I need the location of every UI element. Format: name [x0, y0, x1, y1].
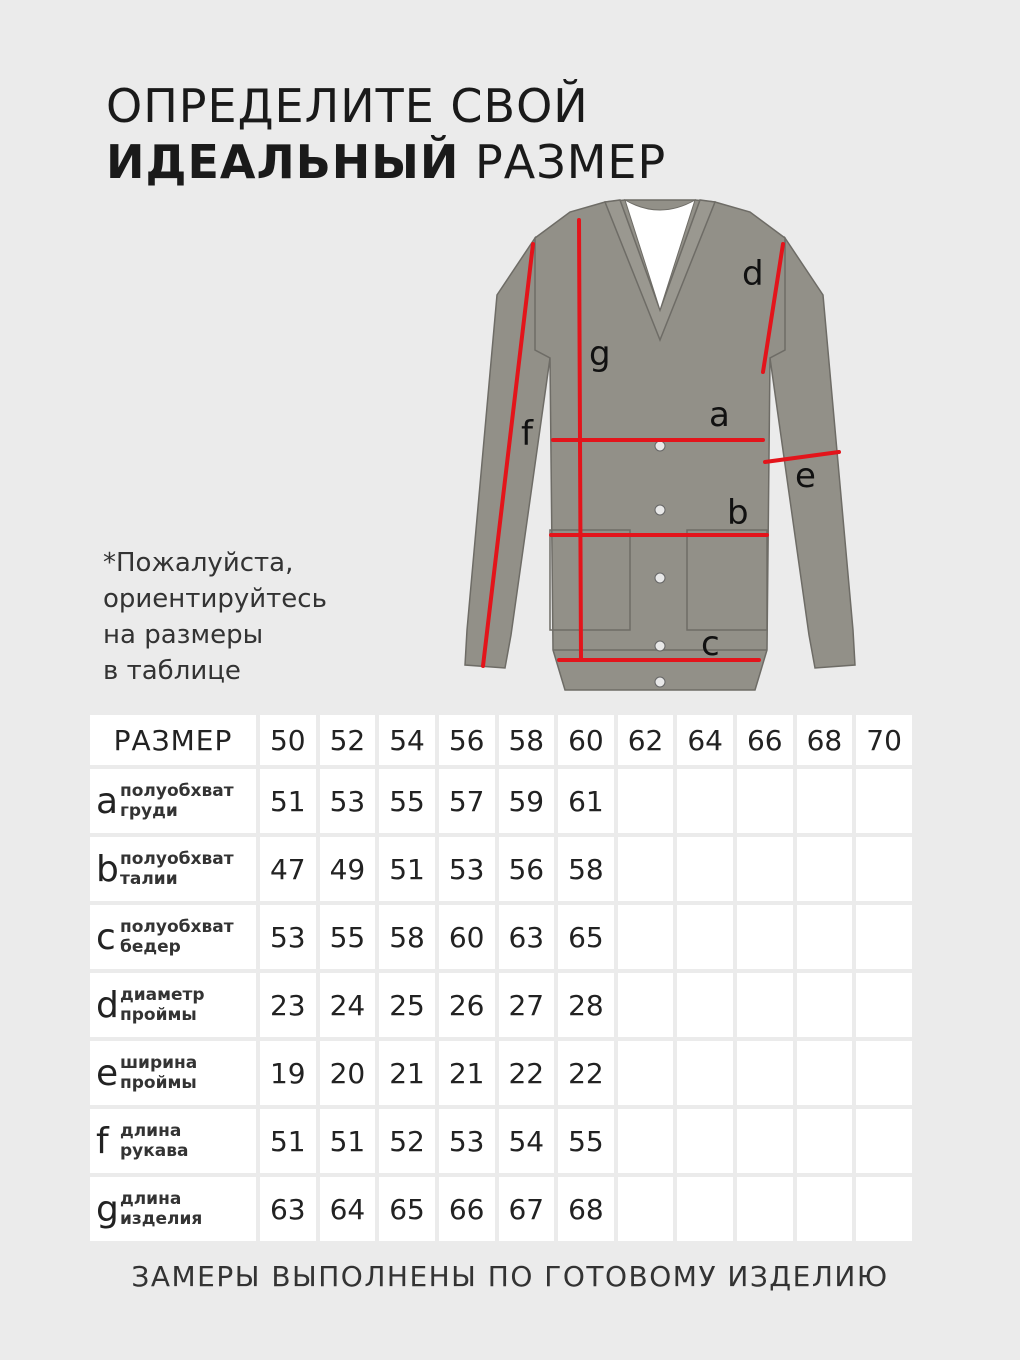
- value-cell: 63: [260, 1177, 316, 1241]
- measurement-description: [120, 1053, 197, 1093]
- value-cell: [737, 1041, 793, 1105]
- value-cell: [737, 837, 793, 901]
- value-cell: 22: [558, 1041, 614, 1105]
- measurement-letter: b: [96, 848, 119, 890]
- value-cell: [737, 1109, 793, 1173]
- value-cell: [856, 769, 912, 833]
- measurement-label: [90, 837, 256, 901]
- size-header-cell: 58: [499, 715, 555, 765]
- cardigan-diagram: [455, 190, 865, 700]
- value-cell: 22: [499, 1041, 555, 1105]
- description-line: длина: [120, 1121, 182, 1141]
- value-cell: 67: [499, 1177, 555, 1241]
- note-line: на размеры: [103, 620, 264, 650]
- measurement-letter: e: [96, 1052, 119, 1094]
- description-line: бедер: [120, 937, 181, 957]
- value-cell: [797, 905, 853, 969]
- value-cell: [797, 769, 853, 833]
- description-line: груди: [120, 801, 178, 821]
- value-cell: 21: [439, 1041, 495, 1105]
- size-header-cell: 52: [320, 715, 376, 765]
- description-line: ширина: [120, 1053, 198, 1073]
- value-cell: 53: [260, 905, 316, 969]
- value-cell: 54: [499, 1109, 555, 1173]
- value-cell: [677, 1041, 733, 1105]
- value-cell: 21: [379, 1041, 435, 1105]
- value-cell: [618, 1041, 674, 1105]
- description-line: полуобхват: [120, 917, 234, 937]
- button: [655, 505, 665, 515]
- value-cell: [856, 973, 912, 1037]
- value-cell: 59: [499, 769, 555, 833]
- measurement-letter: g: [96, 1188, 119, 1230]
- page-title: [106, 78, 666, 190]
- value-cell: 66: [439, 1177, 495, 1241]
- value-cell: [737, 973, 793, 1037]
- value-cell: [737, 905, 793, 969]
- value-cell: [737, 769, 793, 833]
- value-cell: [856, 1109, 912, 1173]
- description-line: длина: [120, 1189, 182, 1209]
- label-g: g: [589, 334, 611, 374]
- note-line: ориентируйтесь: [103, 584, 327, 614]
- value-cell: [797, 1109, 853, 1173]
- size-table: [86, 711, 916, 1245]
- value-cell: 53: [439, 837, 495, 901]
- measurement-letter: c: [96, 916, 116, 958]
- value-cell: 55: [320, 905, 376, 969]
- label-b: b: [727, 493, 749, 533]
- description-line: рукава: [120, 1141, 189, 1161]
- label-f: f: [521, 414, 533, 454]
- value-cell: [677, 837, 733, 901]
- measurement-row: [90, 973, 912, 1037]
- size-note: [103, 545, 423, 689]
- measurement-description: [120, 849, 234, 889]
- description-line: полуобхват: [120, 849, 234, 869]
- size-header-cell: 60: [558, 715, 614, 765]
- value-cell: 51: [260, 769, 316, 833]
- value-cell: 19: [260, 1041, 316, 1105]
- size-header-cell: 70: [856, 715, 912, 765]
- button: [655, 677, 665, 687]
- measurement-description: [120, 1189, 202, 1229]
- value-cell: 28: [558, 973, 614, 1037]
- value-cell: [797, 1041, 853, 1105]
- measurement-letter: f: [96, 1120, 109, 1162]
- title-line-2: [106, 134, 666, 190]
- description-line: полуобхват: [120, 781, 234, 801]
- value-cell: [797, 1177, 853, 1241]
- note-line: в таблице: [103, 656, 241, 686]
- measurement-description: [120, 985, 205, 1025]
- value-cell: 24: [320, 973, 376, 1037]
- value-cell: 27: [499, 973, 555, 1037]
- label-c: c: [701, 624, 720, 664]
- value-cell: [856, 1177, 912, 1241]
- value-cell: [677, 973, 733, 1037]
- value-cell: 20: [320, 1041, 376, 1105]
- measurement-description: [120, 1121, 189, 1161]
- size-header-cell: 50: [260, 715, 316, 765]
- value-cell: [618, 1177, 674, 1241]
- button: [655, 641, 665, 651]
- value-cell: 52: [379, 1109, 435, 1173]
- title-rest-word: РАЗМЕР: [475, 135, 667, 189]
- value-cell: [737, 1177, 793, 1241]
- value-cell: 53: [320, 769, 376, 833]
- value-cell: 60: [439, 905, 495, 969]
- value-cell: 61: [558, 769, 614, 833]
- value-cell: 51: [260, 1109, 316, 1173]
- label-d: d: [742, 254, 764, 294]
- value-cell: 63: [499, 905, 555, 969]
- size-header-cell: 62: [618, 715, 674, 765]
- value-cell: 68: [558, 1177, 614, 1241]
- value-cell: 65: [558, 905, 614, 969]
- size-header-cell: 68: [797, 715, 853, 765]
- value-cell: [618, 1109, 674, 1173]
- description-line: диаметр: [120, 985, 205, 1005]
- value-cell: [618, 837, 674, 901]
- note-line: *Пожалуйста,: [103, 548, 294, 578]
- value-cell: 49: [320, 837, 376, 901]
- value-cell: 51: [320, 1109, 376, 1173]
- measure-line-g: [579, 220, 581, 660]
- size-header-cell: 54: [379, 715, 435, 765]
- measurement-row: [90, 1109, 912, 1173]
- measurement-label: [90, 1041, 256, 1105]
- measurement-description: [120, 781, 234, 821]
- footer-note: ЗАМЕРЫ ВЫПОЛНЕНЫ ПО ГОТОВОМУ ИЗДЕЛИЮ: [131, 1260, 889, 1293]
- measurement-letter: a: [96, 780, 119, 822]
- value-cell: 65: [379, 1177, 435, 1241]
- value-cell: 25: [379, 973, 435, 1037]
- value-cell: 26: [439, 973, 495, 1037]
- measurement-row: [90, 769, 912, 833]
- measurement-row: [90, 905, 912, 969]
- measurement-row: [90, 1177, 912, 1241]
- value-cell: [677, 905, 733, 969]
- value-cell: 58: [558, 837, 614, 901]
- size-header-cell: 56: [439, 715, 495, 765]
- value-cell: [856, 905, 912, 969]
- button: [655, 441, 665, 451]
- value-cell: 58: [379, 905, 435, 969]
- label-a: a: [709, 395, 730, 435]
- title-line-1: ОПРЕДЕЛИТЕ СВОЙ: [106, 79, 589, 133]
- size-header-cell: 64: [677, 715, 733, 765]
- value-cell: 55: [558, 1109, 614, 1173]
- title-bold-word: ИДЕАЛЬНЫЙ: [106, 135, 460, 189]
- measurement-letter: d: [96, 984, 119, 1026]
- value-cell: 23: [260, 973, 316, 1037]
- value-cell: [618, 905, 674, 969]
- value-cell: 53: [439, 1109, 495, 1173]
- value-cell: 55: [379, 769, 435, 833]
- description-line: изделия: [120, 1209, 203, 1229]
- value-cell: [618, 769, 674, 833]
- value-cell: 57: [439, 769, 495, 833]
- value-cell: [677, 769, 733, 833]
- measurement-label: [90, 769, 256, 833]
- description-line: талии: [120, 869, 178, 889]
- measurement-row: [90, 1041, 912, 1105]
- measurement-label: [90, 973, 256, 1037]
- description-line: проймы: [120, 1005, 197, 1025]
- description-line: проймы: [120, 1073, 197, 1093]
- value-cell: [856, 1041, 912, 1105]
- label-e: e: [795, 456, 816, 496]
- value-cell: 51: [379, 837, 435, 901]
- measurement-description: [120, 917, 234, 957]
- measurement-label: [90, 905, 256, 969]
- header-label: РАЗМЕР: [90, 715, 256, 765]
- measurement-label: [90, 1177, 256, 1241]
- button: [655, 573, 665, 583]
- value-cell: [618, 973, 674, 1037]
- measurement-row: [90, 837, 912, 901]
- header-row: [90, 715, 912, 765]
- value-cell: [677, 1177, 733, 1241]
- value-cell: 47: [260, 837, 316, 901]
- value-cell: 64: [320, 1177, 376, 1241]
- size-header-cell: 66: [737, 715, 793, 765]
- value-cell: 56: [499, 837, 555, 901]
- measurement-label: [90, 1109, 256, 1173]
- value-cell: [856, 837, 912, 901]
- value-cell: [677, 1109, 733, 1173]
- value-cell: [797, 837, 853, 901]
- value-cell: [797, 973, 853, 1037]
